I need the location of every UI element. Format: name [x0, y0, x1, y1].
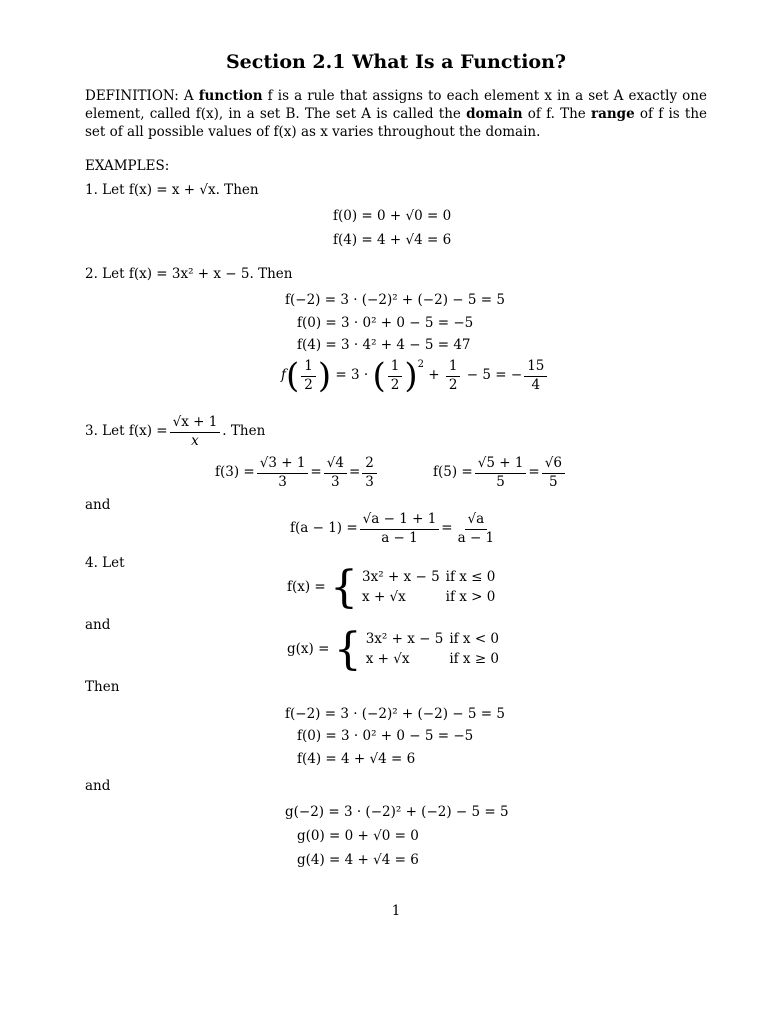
- example1-intro: 1. Let f(x) = x + √x. Then: [85, 182, 259, 198]
- example1-line-1: f(0) = 0 + √0 = 0: [333, 208, 452, 224]
- example2-line-1: f(−2) = 3 · (−2)² + (−2) − 5 = 5: [285, 292, 505, 308]
- example4-intro: 4. Let: [85, 555, 125, 571]
- definition-part1: f is a rule that assigns to each element x in a set A exactly one element, called f(x), in a set B. The set A is called the: [85, 88, 707, 122]
- document-page: [85, 0, 707, 1024]
- definition-lead: DEFINITION: A: [85, 88, 199, 104]
- example3-and: and: [85, 497, 111, 513]
- keyword-range: range: [590, 106, 635, 122]
- example4-and-2: and: [85, 778, 111, 794]
- definition-paragraph: [85, 87, 707, 141]
- examples-heading: EXAMPLES:: [85, 158, 170, 174]
- definition-part3: of f is the set of all possible values of f(x) as x varies throughout the domain.: [85, 106, 707, 140]
- page-number: 1: [391, 903, 401, 919]
- example4-g-definition: g(x) = { 3x² + x − 5 if x < 0 x + √x if x ≥ 0: [287, 624, 500, 675]
- example3-intro: 3. Let f(x) = $\frac{√x + 1}{x}$ . Then: [85, 414, 266, 449]
- example4-f-definition: f(x) = { 3x² + x − 5 if x ≤ 0 x + √x if x > 0: [287, 562, 496, 613]
- keyword-domain: domain: [466, 106, 523, 122]
- example4-f-line-2: f(0) = 3 · 0² + 0 − 5 = −5: [297, 728, 474, 744]
- example2-line-2: f(0) = 3 · 0² + 0 − 5 = −5: [297, 315, 474, 331]
- example4-g-line-2: g(0) = 0 + √0 = 0: [297, 828, 419, 844]
- example2-line-3: f(4) = 3 · 4² + 4 − 5 = 47: [297, 337, 471, 353]
- section-title: Section 2.1 What Is a Function?: [225, 51, 567, 73]
- example4-f-line-3: f(4) = 4 + √4 = 6: [297, 751, 416, 767]
- example3-fa: f(a − 1) = $\frac{√a - 1 + 1}{a - 1}$ = $\frac{√a}{a - 1}$: [290, 511, 495, 546]
- example4-then: Then: [85, 679, 120, 695]
- example4-g-line-1: g(−2) = 3 · (−2)² + (−2) − 5 = 5: [285, 804, 509, 820]
- example3-f3: f(3) = $\frac{√3 + 1}{3}$ = $\frac{√4}{3}$ = $\frac{2}{3}$: [215, 455, 379, 491]
- example4-g-line-3: g(4) = 4 + √4 = 6: [297, 852, 419, 868]
- example1-line-2: f(4) = 4 + √4 = 6: [333, 232, 452, 248]
- example4-and-1: and: [85, 617, 111, 633]
- example4-f-line-1: f(−2) = 3 · (−2)² + (−2) − 5 = 5: [285, 706, 505, 722]
- definition-part2: of f. The: [522, 106, 591, 122]
- example2-intro: 2. Let f(x) = 3x² + x − 5. Then: [85, 266, 293, 282]
- keyword-function: function: [198, 88, 263, 104]
- example2-line-half: f ( $\frac{1}{2}$ ) = 3 · ( $\frac{1}{2}$ ) $^2$ + $\frac{1}{2}$ − 5 = − $\frac{15}{4}$: [281, 358, 549, 394]
- example3-f5: f(5) = $\frac{√5 + 1}{5}$ = $\frac{√6}{5}$: [433, 455, 567, 491]
